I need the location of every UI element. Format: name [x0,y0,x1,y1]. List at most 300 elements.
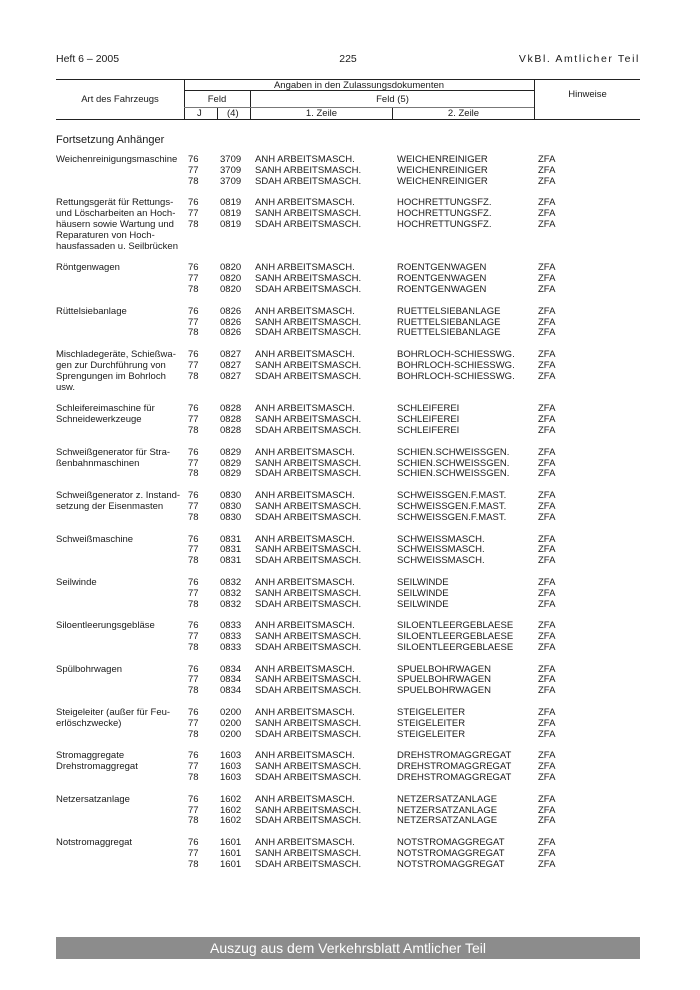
field-j: 78 [188,555,199,567]
table-row [184,600,640,611]
zeile-1: SDAH ARBEITSMASCH. [255,641,362,653]
zeile-2: DREHSTROMAGGREGAT [397,772,512,784]
table-row [184,469,640,480]
hinweis: ZFA [538,154,556,165]
table-row [184,328,640,339]
zeile-2: RUETTELSIEBANLAGE [397,327,501,339]
hinweis: ZFA [538,750,556,762]
zeile-2: WEICHENREINIGER [397,175,488,187]
zeile-1: SANH ARBEITSMASCH. [255,500,362,512]
field-j: 76 [188,349,199,361]
zeile-2: HOCHRETTUNGSFZ. [397,218,492,230]
table-row [184,426,640,437]
table-row [184,307,640,318]
zeile-1: SANH ARBEITSMASCH. [255,359,362,371]
hinweis: ZFA [538,468,556,480]
divider-j [217,107,218,119]
vehicle-type-name: Rettungsgerät für Rettungs- und Löscharbeiten an Hoch- häusern sowie Wartung und Reparaturen von Hoch- hausfassaden u. Seilbrücken [56,197,178,252]
field-4: 0820 [220,283,242,295]
zeile-1: ANH ARBEITSMASCH. [255,197,355,209]
zeile-1: ANH ARBEITSMASCH. [255,446,355,458]
header-f4: (4) [227,108,239,119]
vehicle-type-name: Schweißgenerator für Stra- ßenbahnmaschinen [56,446,171,469]
table-row [184,166,640,177]
hinweis: ZFA [538,576,556,588]
zeile-1: ANH ARBEITSMASCH. [255,305,355,317]
hinweis: ZFA [538,858,556,870]
vehicle-type-name: Notstromaggregat [56,837,133,849]
hinweis: ZFA [538,663,556,675]
zeile-1: ANH ARBEITSMASCH. [255,576,355,588]
zeile-2: RUETTELSIEBANLAGE [397,305,501,317]
table-row [184,860,640,871]
table-row [184,285,640,296]
vehicle-table-body [56,155,640,882]
vehicle-type-name: Stromaggregate Drehstromaggregat [56,750,138,773]
zeile-2: SCHIEN.SCHWEISSGEN. [397,457,510,469]
hinweis: ZFA [538,327,556,339]
zeile-2: BOHRLOCH-SCHIESSWG. [397,370,515,382]
hinweis: ZFA [538,457,556,469]
field-j: 78 [188,468,199,480]
field-4: 0828 [220,403,242,415]
zeile-2: HOCHRETTUNGSFZ. [397,208,492,220]
section-title: Fortsetzung Anhänger [56,134,165,146]
field-4: 0826 [220,305,242,317]
zeile-1: SANH ARBEITSMASCH. [255,544,362,556]
publication-title: VkBl. Amtlicher Teil [518,53,640,65]
hinweis: ZFA [538,707,556,719]
zeile-2: SCHWEISSGEN.F.MAST. [397,490,507,502]
zeile-1: SANH ARBEITSMASCH. [255,208,362,220]
zeile-2: DREHSTROMAGGREGAT [397,750,512,762]
table-row [184,730,640,741]
field-4: 0819 [220,197,242,209]
hinweis: ZFA [538,262,556,274]
zeile-1: SDAH ARBEITSMASCH. [255,555,362,567]
vehicle-group [56,578,640,610]
vehicle-group [56,307,640,339]
field-j: 77 [188,587,199,599]
vehicle-type-name: Schleifereimaschine für Schneidewerkzeuge [56,403,155,426]
field-j: 76 [188,663,199,675]
field-4: 0829 [220,468,242,480]
field-j: 77 [188,359,199,371]
vehicle-group [56,665,640,697]
zeile-2: DREHSTROMAGGREGAT [397,761,512,773]
zeile-1: SANH ARBEITSMASCH. [255,316,362,328]
zeile-2: NETZERSATZANLAGE [397,815,498,827]
field-4: 0831 [220,555,242,567]
header-bottom-rule [56,119,640,120]
zeile-2: SILOENTLEERGEBLAESE [397,631,514,643]
hinweis: ZFA [538,555,556,567]
field-4: 3709 [220,175,242,187]
vehicle-group [56,263,640,295]
vehicle-type-name: Spülbohrwagen [56,663,123,675]
table-header [56,79,640,120]
field-4: 0830 [220,490,242,502]
zeile-2: SCHWEISSMASCH. [397,544,485,556]
field-j: 78 [188,815,199,827]
field-4: 1602 [220,793,242,805]
header-feld: Feld [207,94,227,105]
hinweis: ZFA [538,446,556,458]
zeile-1: ANH ARBEITSMASCH. [255,154,355,165]
field-4: 3709 [220,154,242,165]
field-4: 0200 [220,707,242,719]
vehicle-type-name: Steigeleiter (außer für Feu- erlöschzwecke) [56,707,171,729]
zeile-1: SDAH ARBEITSMASCH. [255,511,362,523]
field-j: 76 [188,750,199,762]
zeile-2: BOHRLOCH-SCHIESSWG. [397,359,515,371]
zeile-2: SILOENTLEERGEBLAESE [397,620,514,632]
field-4: 0819 [220,208,242,220]
zeile-1: ANH ARBEITSMASCH. [255,403,355,415]
zeile-2: NOTSTROMAGGREGAT [397,837,505,849]
field-j: 76 [188,154,199,165]
table-row [184,643,640,654]
header-zeile2: 2. Zeile [447,108,480,119]
zeile-1: SDAH ARBEITSMASCH. [255,815,362,827]
header-hinweise: Hinweise [568,89,607,100]
zeile-1: ANH ARBEITSMASCH. [255,750,355,762]
zeile-2: SCHIEN.SCHWEISSGEN. [397,468,510,480]
header-j: J [197,108,202,119]
zeile-2: STEIGELEITER [397,707,466,719]
zeile-1: SDAH ARBEITSMASCH. [255,772,362,784]
zeile-1: ANH ARBEITSMASCH. [255,349,355,361]
field-4: 0833 [220,641,242,653]
zeile-1: ANH ARBEITSMASCH. [255,262,355,274]
hinweis: ZFA [538,175,556,187]
field-j: 77 [188,457,199,469]
vehicle-group [56,198,640,252]
field-j: 78 [188,858,199,870]
zeile-2: SCHWEISSMASCH. [397,533,485,545]
field-4: 1602 [220,804,242,816]
field-4: 0200 [220,717,242,729]
zeile-2: SCHWEISSGEN.F.MAST. [397,500,507,512]
hinweis: ZFA [538,511,556,523]
zeile-1: SDAH ARBEITSMASCH. [255,728,362,740]
field-j: 78 [188,598,199,610]
zeile-1: SANH ARBEITSMASCH. [255,848,362,860]
zeile-1: SANH ARBEITSMASCH. [255,761,362,773]
hinweis: ZFA [538,490,556,502]
vehicle-type-name: Mischladegeräte, Schießwa- gen zur Durchführung von Sprengungen im Bohrloch usw. [56,349,176,393]
header-art: Art des Fahrzeugs [81,94,159,105]
zeile-1: SANH ARBEITSMASCH. [255,717,362,729]
zeile-2: SCHLEIFEREI [397,403,460,415]
field-4: 0826 [220,316,242,328]
table-row [184,513,640,524]
zeile-1: ANH ARBEITSMASCH. [255,620,355,632]
hinweis: ZFA [538,674,556,686]
hinweis: ZFA [538,631,556,643]
zeile-2: SCHLEIFEREI [397,424,460,436]
field-4: 1601 [220,858,242,870]
page-header [56,53,640,67]
hinweis: ZFA [538,414,556,426]
zeile-1: ANH ARBEITSMASCH. [255,837,355,849]
zeile-1: SANH ARBEITSMASCH. [255,587,362,599]
table-row [184,816,640,827]
page-number: 225 [339,53,357,65]
hinweis: ZFA [538,717,556,729]
hinweis: ZFA [538,359,556,371]
vehicle-group [56,795,640,827]
zeile-2: STEIGELEITER [397,728,466,740]
zeile-1: SANH ARBEITSMASCH. [255,414,362,426]
zeile-2: SPUELBOHRWAGEN [397,674,491,686]
zeile-1: SDAH ARBEITSMASCH. [255,218,362,230]
hinweis: ZFA [538,218,556,230]
field-4: 0828 [220,414,242,426]
vehicle-group [56,350,640,393]
field-j: 77 [188,761,199,773]
table-row [184,177,640,188]
table-row [184,589,640,600]
field-j: 78 [188,370,199,382]
field-4: 1601 [220,848,242,860]
field-j: 76 [188,707,199,719]
hinweis: ZFA [538,197,556,209]
zeile-1: SANH ARBEITSMASCH. [255,804,362,816]
vehicle-group [56,535,640,567]
vehicle-group [56,404,640,436]
field-j: 78 [188,283,199,295]
field-j: 76 [188,576,199,588]
zeile-2: ROENTGENWAGEN [397,262,487,274]
field-j: 77 [188,273,199,285]
field-j: 78 [188,641,199,653]
vehicle-type-name: Weichenreinigungsmaschine [56,154,178,165]
field-4: 0830 [220,500,242,512]
hinweis: ZFA [538,533,556,545]
table-row [184,556,640,567]
field-4: 1601 [220,837,242,849]
vehicle-group [56,621,640,653]
field-4: 0830 [220,511,242,523]
field-j: 76 [188,197,199,209]
zeile-2: SPUELBOHRWAGEN [397,663,491,675]
header-angaben: Angaben in den Zulassungsdokumenten [273,80,445,91]
hinweis: ZFA [538,273,556,285]
zeile-1: SDAH ARBEITSMASCH. [255,327,362,339]
field-j: 76 [188,793,199,805]
hinweis: ZFA [538,424,556,436]
zeile-2: SPUELBOHRWAGEN [397,685,491,697]
header-feld5: Feld (5) [376,94,409,105]
field-j: 78 [188,685,199,697]
field-4: 0834 [220,663,242,675]
field-4: 1602 [220,815,242,827]
header-zeile1: 1. Zeile [305,108,338,119]
vehicle-group [56,155,640,187]
zeile-1: SANH ARBEITSMASCH. [255,674,362,686]
table-row [184,686,640,697]
field-j: 76 [188,446,199,458]
field-j: 76 [188,305,199,317]
hinweis: ZFA [538,349,556,361]
hinweis: ZFA [538,772,556,784]
zeile-1: ANH ARBEITSMASCH. [255,793,355,805]
hinweis: ZFA [538,804,556,816]
field-4: 0827 [220,349,242,361]
zeile-2: SCHLEIFEREI [397,414,460,426]
vehicle-group [56,838,640,870]
zeile-1: SDAH ARBEITSMASCH. [255,468,362,480]
field-4: 0833 [220,631,242,643]
field-j: 77 [188,631,199,643]
zeile-2: SCHIEN.SCHWEISSGEN. [397,446,510,458]
footer-banner: Auszug aus dem Verkehrsblatt Amtlicher Teil [56,937,640,959]
hinweis: ZFA [538,793,556,805]
field-j: 78 [188,175,199,187]
table-row [184,372,640,383]
zeile-2: BOHRLOCH-SCHIESSWG. [397,349,515,361]
zeile-2: NETZERSATZANLAGE [397,804,498,816]
vehicle-type-name: Rüttelsiebanlage [56,305,127,317]
zeile-1: ANH ARBEITSMASCH. [255,663,355,675]
field-4: 0832 [220,598,242,610]
hinweis: ZFA [538,620,556,632]
zeile-1: SDAH ARBEITSMASCH. [255,685,362,697]
table-row [184,220,640,231]
field-4: 0820 [220,273,242,285]
hinweis: ZFA [538,837,556,849]
zeile-1: ANH ARBEITSMASCH. [255,490,355,502]
zeile-2: HOCHRETTUNGSFZ. [397,197,492,209]
zeile-1: SDAH ARBEITSMASCH. [255,283,362,295]
field-j: 78 [188,511,199,523]
hinweis: ZFA [538,598,556,610]
field-j: 77 [188,848,199,860]
field-4: 0829 [220,446,242,458]
field-4: 0827 [220,359,242,371]
field-4: 0832 [220,587,242,599]
vehicle-type-name: Siloentleerungsgebläse [56,620,155,632]
vehicle-group [56,708,640,740]
field-4: 0834 [220,685,242,697]
field-4: 1603 [220,761,242,773]
field-j: 76 [188,620,199,632]
zeile-1: SANH ARBEITSMASCH. [255,273,362,285]
hinweis: ZFA [538,208,556,220]
zeile-1: SANH ARBEITSMASCH. [255,457,362,469]
zeile-2: SEILWINDE [397,576,449,588]
field-4: 0827 [220,370,242,382]
field-j: 76 [188,837,199,849]
zeile-1: SDAH ARBEITSMASCH. [255,858,362,870]
field-j: 77 [188,164,199,176]
zeile-1: SANH ARBEITSMASCH. [255,631,362,643]
field-j: 77 [188,316,199,328]
hinweis: ZFA [538,587,556,599]
zeile-1: SDAH ARBEITSMASCH. [255,175,362,187]
hinweis: ZFA [538,544,556,556]
vehicle-type-name: Röntgenwagen [56,262,120,274]
hinweis: ZFA [538,641,556,653]
vehicle-group [56,448,640,480]
hinweis: ZFA [538,815,556,827]
vehicle-type-name: Seilwinde [56,576,97,588]
hinweis: ZFA [538,685,556,697]
hinweis: ZFA [538,403,556,415]
field-4: 0819 [220,218,242,230]
field-4: 0831 [220,544,242,556]
field-j: 78 [188,728,199,740]
hinweis: ZFA [538,305,556,317]
zeile-1: SDAH ARBEITSMASCH. [255,424,362,436]
field-j: 78 [188,327,199,339]
field-4: 0828 [220,424,242,436]
zeile-2: SCHWEISSGEN.F.MAST. [397,511,507,523]
field-4: 0831 [220,533,242,545]
hinweis: ZFA [538,316,556,328]
issue-label: Heft 6 – 2005 [56,53,120,65]
zeile-2: SEILWINDE [397,598,449,610]
hinweis: ZFA [538,728,556,740]
zeile-2: SILOENTLEERGEBLAESE [397,641,514,653]
field-4: 0200 [220,728,242,740]
zeile-2: WEICHENREINIGER [397,154,488,165]
zeile-2: SEILWINDE [397,587,449,599]
table-row [184,773,640,784]
field-4: 0829 [220,457,242,469]
field-4: 1603 [220,750,242,762]
zeile-2: ROENTGENWAGEN [397,273,487,285]
field-4: 0820 [220,262,242,274]
zeile-2: STEIGELEITER [397,717,466,729]
field-j: 77 [188,414,199,426]
zeile-1: SDAH ARBEITSMASCH. [255,370,362,382]
field-j: 77 [188,500,199,512]
field-j: 78 [188,772,199,784]
vehicle-group [56,491,640,523]
vehicle-group [56,751,640,783]
field-j: 77 [188,208,199,220]
zeile-2: NETZERSATZANLAGE [397,793,498,805]
zeile-2: ROENTGENWAGEN [397,283,487,295]
field-4: 0833 [220,620,242,632]
field-j: 76 [188,533,199,545]
hinweis: ZFA [538,500,556,512]
vehicle-type-name: Schweißgenerator z. Instand- setzung der Eisenmasten [56,490,181,512]
field-j: 77 [188,804,199,816]
field-4: 0832 [220,576,242,588]
zeile-2: RUETTELSIEBANLAGE [397,316,501,328]
zeile-1: ANH ARBEITSMASCH. [255,707,355,719]
field-j: 76 [188,403,199,415]
field-j: 76 [188,490,199,502]
hinweis: ZFA [538,848,556,860]
field-j: 78 [188,218,199,230]
zeile-1: ANH ARBEITSMASCH. [255,533,355,545]
zeile-1: SDAH ARBEITSMASCH. [255,598,362,610]
vehicle-type-name: Netzersatzanlage [56,793,130,805]
field-4: 0834 [220,674,242,686]
hinweis: ZFA [538,370,556,382]
vehicle-type-name: Schweißmaschine [56,533,134,545]
hinweis: ZFA [538,164,556,176]
table-row [184,448,640,459]
field-4: 0826 [220,327,242,339]
hinweis: ZFA [538,761,556,773]
field-j: 78 [188,424,199,436]
field-j: 77 [188,674,199,686]
